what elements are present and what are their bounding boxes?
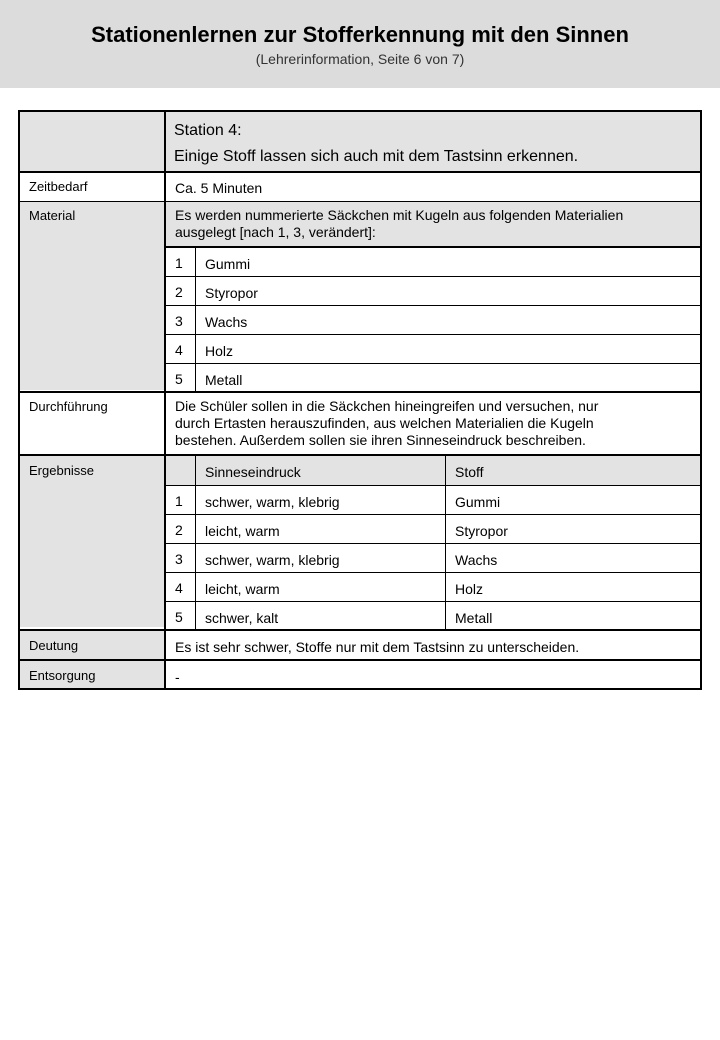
ergebnisse-col-stoff: Stoff	[455, 464, 484, 480]
ergebnis-row-number: 5	[175, 609, 183, 625]
deutung-label: Deutung	[20, 631, 165, 660]
material-intro-line: ausgelegt [nach 1, 3, verändert]:	[175, 224, 376, 240]
row-divider	[166, 572, 700, 573]
row-divider	[166, 276, 700, 277]
durchfuehrung-line: durch Ertasten herauszufinden, aus welchen Materialien die Kugeln	[175, 415, 594, 431]
material-item-number: 5	[175, 371, 183, 387]
material-item-name: Wachs	[205, 314, 248, 330]
number-column-divider	[195, 248, 196, 391]
ergebnis-row-stoff: Styropor	[455, 523, 508, 539]
page-subtitle: (Lehrerinformation, Seite 6 von 7)	[255, 51, 465, 67]
row-divider	[20, 659, 700, 661]
ergebnisse-col-sinneseindruck: Sinneseindruck	[205, 464, 301, 480]
row-divider	[166, 514, 700, 515]
page-header	[0, 0, 720, 88]
material-intro	[166, 201, 700, 247]
durchfuehrung-label: Durchführung	[29, 399, 108, 414]
row-divider	[20, 171, 700, 173]
result-column-divider	[445, 456, 446, 629]
station-number: Station 4:	[174, 122, 242, 139]
durchfuehrung-text	[166, 392, 700, 454]
zeitbedarf-value: Ca. 5 Minuten	[175, 180, 263, 196]
page-title: Stationenlernen zur Stofferkennung mit den Sinnen	[91, 22, 629, 47]
entsorgung-label: Entsorgung	[20, 661, 165, 688]
material-item-name: Styropor	[205, 285, 258, 301]
station-heading: Einige Stoff lassen sich auch mit dem Tastsinn erkennen.	[174, 148, 579, 165]
row-divider	[166, 334, 700, 335]
material-item-name: Holz	[205, 343, 234, 359]
material-item-number: 1	[175, 255, 183, 271]
material-label: Material	[20, 201, 165, 390]
ergebnis-row-number: 2	[175, 522, 183, 538]
material-item-number: 3	[175, 313, 183, 329]
station-table	[18, 110, 702, 690]
row-divider	[166, 305, 700, 306]
ergebnis-row-sinneseindruck: leicht, warm	[205, 523, 280, 539]
row-divider	[20, 201, 700, 202]
durchfuehrung-line: Die Schüler sollen in die Säckchen hineingreifen und versuchen, nur	[175, 398, 599, 414]
row-divider	[166, 246, 700, 248]
row-divider	[20, 391, 700, 393]
row-divider	[166, 543, 700, 544]
ergebnis-row-number: 3	[175, 551, 183, 567]
row-divider	[166, 363, 700, 364]
row-divider	[20, 629, 700, 631]
ergebnis-row-stoff: Holz	[455, 581, 484, 597]
ergebnis-row-number: 4	[175, 580, 183, 596]
durchfuehrung-line: bestehen. Außerdem sollen sie ihren Sinneseindruck beschreiben.	[175, 432, 586, 448]
ergebnis-row-sinneseindruck: schwer, kalt	[205, 610, 279, 626]
deutung-value: Es ist sehr schwer, Stoffe nur mit dem Tastsinn zu unterscheiden.	[175, 639, 580, 655]
entsorgung-value: -	[175, 669, 180, 685]
ergebnis-row-sinneseindruck: leicht, warm	[205, 581, 280, 597]
ergebnis-row-stoff: Wachs	[455, 552, 498, 568]
ergebnis-row-sinneseindruck: schwer, warm, klebrig	[205, 494, 340, 510]
number-column-divider	[195, 456, 196, 629]
ergebnis-row-stoff: Metall	[455, 610, 493, 626]
ergebnis-row-sinneseindruck: schwer, warm, klebrig	[205, 552, 340, 568]
material-item-number: 2	[175, 284, 183, 300]
row-divider	[20, 454, 700, 456]
ergebnis-row-stoff: Gummi	[455, 494, 501, 510]
ergebnis-row-number: 1	[175, 493, 183, 509]
material-intro-line: Es werden nummerierte Säckchen mit Kugeln aus folgenden Materialien	[175, 207, 624, 223]
row-divider	[166, 485, 700, 486]
material-item-name: Gummi	[205, 256, 251, 272]
material-item-number: 4	[175, 342, 183, 358]
zeitbedarf-label: Zeitbedarf	[29, 179, 88, 194]
ergebnisse-label: Ergebnisse	[20, 456, 165, 627]
material-item-name: Metall	[205, 372, 243, 388]
row-divider	[166, 601, 700, 602]
